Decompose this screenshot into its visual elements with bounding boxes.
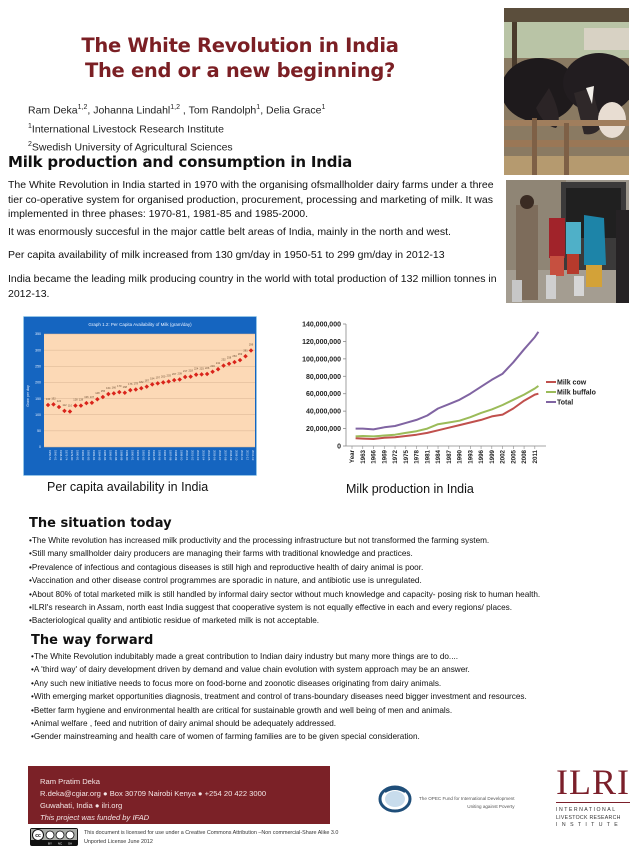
- svg-text:2004-05: 2004-05: [207, 450, 212, 461]
- section-title-situation: The situation today: [29, 516, 172, 531]
- svg-text:1997-98: 1997-98: [168, 450, 173, 461]
- opec-fund-logo: [377, 784, 527, 814]
- svg-text:2008: 2008: [521, 450, 529, 464]
- svg-text:1972: 1972: [392, 450, 400, 464]
- svg-text:200: 200: [161, 375, 166, 379]
- author-name: Ram Deka: [28, 104, 78, 117]
- svg-text:1990-91: 1990-91: [130, 450, 135, 461]
- svg-text:1981-82: 1981-82: [80, 450, 85, 461]
- affiliation: $^1$International Livestock Research Institute: [28, 122, 224, 135]
- author-list: Ram Deka$^{1,2}$, Johanna Lindahl$^{1,2}$ , Tom Randolph$^1$, Delia Grace$^1$: [28, 104, 326, 117]
- svg-text:1984-85: 1984-85: [97, 450, 102, 461]
- svg-text:1981: 1981: [424, 450, 432, 464]
- svg-text:SA: SA: [67, 841, 73, 846]
- chart1-title: Graph 1.2: Per Capita Availability of Milk (gram/day): [88, 322, 192, 327]
- svg-text:150: 150: [35, 396, 41, 401]
- svg-text:164: 164: [106, 387, 111, 391]
- svg-text:178: 178: [133, 382, 138, 386]
- svg-text:200: 200: [35, 380, 41, 385]
- svg-text:258: 258: [226, 356, 232, 360]
- svg-text:1975: 1975: [402, 450, 410, 464]
- svg-text:40,000,000: 40,000,000: [305, 408, 341, 416]
- svg-text:1983-84: 1983-84: [91, 450, 96, 461]
- svg-text:2006-07: 2006-07: [218, 450, 223, 461]
- list-item: •The White Revolution indubitably made a great contribution to Indian dairy industry but many more things are to do....: [31, 652, 459, 661]
- author-name: Johanna Lindahl: [93, 104, 171, 117]
- svg-text:1973-74: 1973-74: [64, 450, 69, 461]
- svg-text:224: 224: [193, 367, 199, 371]
- svg-text:132: 132: [51, 397, 56, 401]
- svg-text:1980-81: 1980-81: [75, 450, 80, 461]
- svg-text:218: 218: [188, 369, 193, 373]
- svg-text:203: 203: [166, 374, 171, 378]
- svg-text:2000-01: 2000-01: [185, 450, 190, 461]
- svg-text:300: 300: [35, 348, 41, 353]
- contact-location: Guwahati, India ● ilri.org: [40, 801, 123, 810]
- cows-photo: [504, 8, 629, 175]
- cc-license-icon: [30, 828, 78, 846]
- list-item: •Gender mainstreaming and health care of women of farming families are to be given special consideration.: [31, 732, 420, 742]
- svg-text:250: 250: [35, 364, 41, 369]
- list-item: •A 'third way' of dairy development driven by demand and value chain evolution with system approach may be an answer.: [31, 665, 470, 675]
- svg-text:1978: 1978: [413, 450, 421, 464]
- svg-text:2012-13: 2012-13: [251, 450, 255, 461]
- svg-text:225: 225: [199, 367, 204, 371]
- svg-text:1987: 1987: [445, 450, 453, 464]
- svg-text:187: 187: [144, 379, 149, 383]
- svg-text:182: 182: [139, 381, 144, 385]
- funding-note: This project was funded by IFAD: [40, 813, 150, 822]
- svg-text:2010-11: 2010-11: [240, 450, 245, 461]
- opec-name: The OPEC Fund for International Development: [419, 796, 515, 801]
- svg-text:2002-03: 2002-03: [196, 450, 201, 461]
- svg-text:Milk buffalo: Milk buffalo: [557, 389, 596, 397]
- svg-text:233: 233: [210, 364, 215, 368]
- poster-title: [60, 33, 420, 83]
- svg-text:166: 166: [111, 386, 117, 390]
- per-capita-chart: [23, 316, 257, 476]
- svg-text:60,000,000: 60,000,000: [305, 391, 341, 399]
- author-name: Delia Grace: [266, 104, 322, 117]
- ilri-wordmark: ILRI: [556, 762, 630, 802]
- ilri-logo: ILRI INTERNATIONAL LIVESTOCK RESEARCH I N S T I T U T E: [556, 762, 630, 828]
- svg-text:1968-69: 1968-69: [58, 450, 63, 461]
- svg-text:1996-97: 1996-97: [163, 450, 168, 461]
- svg-text:Milk cow: Milk cow: [557, 379, 587, 387]
- situation-bullet-list: [29, 534, 540, 628]
- svg-text:350: 350: [35, 332, 41, 337]
- svg-text:2003-04: 2003-04: [201, 450, 206, 461]
- svg-text:0: 0: [39, 445, 41, 450]
- paragraph-leading: India became the leading milk producing country in the world with total production of 132 million tonnes in 2012-13.: [8, 273, 497, 300]
- svg-text:1985-86: 1985-86: [102, 450, 107, 461]
- svg-text:2005-06: 2005-06: [212, 450, 217, 461]
- svg-text:1992-93: 1992-93: [141, 450, 146, 461]
- way-forward-bullet-list: [31, 650, 527, 744]
- svg-text:BY: BY: [47, 841, 53, 846]
- svg-text:1960-61: 1960-61: [53, 450, 58, 461]
- svg-text:241: 241: [215, 362, 221, 366]
- svg-text:148: 148: [95, 392, 100, 396]
- svg-text:1963: 1963: [359, 450, 367, 464]
- svg-text:128: 128: [73, 398, 78, 402]
- section-title-milk-production: Milk production and consumption in India: [8, 153, 353, 171]
- list-item: •ILRI's research in Assam, north east India suggest that cooperative system is not equally effective in each and every regions/ places.: [29, 603, 513, 613]
- svg-text:252: 252: [221, 358, 226, 362]
- svg-text:100: 100: [35, 412, 41, 417]
- list-item: •Still many smallholder dairy producers are managing their farms with traditional knowledge and practices.: [29, 549, 413, 559]
- svg-text:2008-09: 2008-09: [229, 450, 234, 461]
- svg-text:0: 0: [337, 443, 341, 451]
- contact-box: [28, 766, 330, 824]
- svg-text:Gram per day: Gram per day: [26, 385, 30, 407]
- svg-text:1993-94: 1993-94: [146, 450, 151, 461]
- svg-text:209: 209: [177, 372, 182, 376]
- paragraph-intro: The White Revolution in India started in 1970 with the organising ofsmallholder dairy farms under a three tier co-operative system for organised production, procurement, processing and marketing of milk. It was implemented in three phases: 1970-81, 1981-85 and 1985-2000.: [8, 179, 494, 220]
- svg-text:2011-12: 2011-12: [245, 450, 250, 461]
- svg-text:1989-90: 1989-90: [124, 450, 129, 461]
- svg-text:197: 197: [155, 376, 160, 380]
- caption-milk-production: Milk production in India: [346, 482, 474, 496]
- svg-text:170: 170: [117, 385, 122, 389]
- list-item: •Vaccination and other disease control programmes are sporadic in nature, and antibiotic use is unregulated.: [29, 576, 422, 586]
- author-name: Tom Randolph: [188, 104, 257, 117]
- list-item: •Prevalence of infectious and contagious diseases is still high and reproductive health of dairy animal is poor.: [29, 562, 424, 572]
- list-item: •The White revolution has increased milk productivity and the processing infrastructure but not transformed the farming system.: [29, 536, 490, 545]
- svg-text:1999: 1999: [488, 450, 496, 464]
- milk-collection-photo: [506, 180, 629, 303]
- paragraph-success: It was enormously succesful in the major cattle belt areas of India, mainly in the north and west.: [8, 226, 451, 238]
- svg-text:1996: 1996: [478, 450, 486, 464]
- svg-text:1986-87: 1986-87: [108, 450, 113, 461]
- svg-text:1993: 1993: [467, 450, 475, 464]
- affiliation: $^2$Swedish University of Agricultural Sciences: [28, 141, 233, 154]
- ilri-divider: [556, 802, 630, 803]
- milk-production-chart: [280, 316, 638, 481]
- svg-text:269: 269: [237, 353, 243, 357]
- svg-text:1950-51: 1950-51: [48, 450, 52, 461]
- title-line-1: The White Revolution in India: [81, 34, 399, 57]
- svg-text:1984: 1984: [435, 450, 443, 464]
- svg-text:168: 168: [122, 385, 127, 389]
- list-item: •Better farm hygiene and environmental health are critical for sustainable growth and well being of men and animals.: [31, 705, 453, 715]
- section-title-way-forward: The way forward: [31, 633, 154, 648]
- svg-text:1999-00: 1999-00: [179, 450, 184, 461]
- svg-text:2002: 2002: [499, 450, 507, 464]
- svg-text:140,000,000: 140,000,000: [302, 321, 341, 329]
- svg-text:1994-95: 1994-95: [152, 450, 157, 461]
- svg-text:124: 124: [56, 399, 62, 403]
- svg-text:20,000,000: 20,000,000: [305, 426, 341, 434]
- paragraph-per-capita: Per capita availability of milk increased from 130 gm/day in 1950-51 to 299 gm/day in 2012-13: [8, 249, 445, 261]
- svg-text:128: 128: [78, 398, 84, 402]
- svg-text:120,000,000: 120,000,000: [302, 338, 341, 346]
- contact-name: Ram Pratim Deka: [40, 777, 100, 786]
- svg-text:136: 136: [84, 396, 89, 400]
- contact-address: R.deka@cgiar.org ● Box 30709 Nairobi Kenya ● +254 20 422 3000: [40, 789, 267, 798]
- svg-text:cc: cc: [35, 833, 41, 839]
- opec-tagline: Uniting against Poverty: [467, 804, 515, 809]
- svg-text:Total: Total: [557, 399, 574, 407]
- svg-text:1982-83: 1982-83: [86, 450, 91, 461]
- svg-text:207: 207: [172, 373, 177, 377]
- svg-text:1990: 1990: [456, 450, 464, 464]
- svg-text:176: 176: [128, 383, 133, 387]
- svg-text:80,000,000: 80,000,000: [305, 373, 341, 381]
- svg-text:1966: 1966: [370, 450, 378, 464]
- svg-text:263: 263: [232, 355, 237, 359]
- svg-text:1991-92: 1991-92: [135, 450, 140, 461]
- caption-per-capita: Per capita availability in India: [47, 480, 209, 494]
- title-line-2: The end or a new beginning?: [84, 59, 396, 82]
- svg-text:NC: NC: [57, 841, 63, 846]
- license-text: This document is licensed for use under a Creative Commons Attribution –Non commercial-Share Alike 3.0 Unported License June 2012: [84, 830, 339, 845]
- list-item: •Any such new initiative needs to focus more on food-borne and zoonotic diseases originating from dairy animals.: [31, 678, 442, 688]
- svg-text:137: 137: [89, 395, 95, 399]
- svg-text:Year: Year: [349, 450, 356, 464]
- creative-commons-badge[interactable]: [30, 828, 78, 851]
- svg-text:2007-08: 2007-08: [223, 450, 228, 461]
- svg-text:130: 130: [45, 398, 51, 402]
- svg-text:112: 112: [62, 403, 67, 407]
- svg-text:226: 226: [204, 367, 210, 371]
- svg-text:2005: 2005: [510, 450, 518, 464]
- svg-text:110: 110: [67, 404, 73, 408]
- svg-text:50: 50: [37, 429, 41, 434]
- svg-text:2011: 2011: [531, 450, 539, 464]
- svg-text:2001-02: 2001-02: [190, 450, 195, 461]
- svg-text:100,000,000: 100,000,000: [302, 356, 341, 364]
- svg-text:281: 281: [243, 349, 248, 353]
- author-block: [28, 100, 325, 156]
- list-item: •Bacteriological quality and antibiotic residue of marketed milk is not acceptable.: [29, 616, 320, 626]
- svg-text:1998-99: 1998-99: [174, 450, 179, 461]
- svg-text:217: 217: [182, 369, 188, 373]
- svg-text:1987-88: 1987-88: [113, 450, 118, 461]
- list-item: •With emerging market opportunities diagnosis, treatment and control of trans-boundary diseases need bigger investment and resources.: [31, 692, 527, 702]
- opec-globe-icon: [377, 784, 413, 814]
- svg-text:155: 155: [100, 389, 106, 393]
- svg-text:1995-96: 1995-96: [157, 450, 162, 461]
- svg-text:1988-89: 1988-89: [119, 450, 124, 461]
- svg-text:2009-10: 2009-10: [234, 450, 239, 461]
- list-item: •About 80% of total marketed milk is still handled by informal dairy sector without much knowledge and capacity- posing risk to human health.: [29, 589, 541, 599]
- svg-text:1969: 1969: [381, 450, 389, 464]
- svg-text:1979-80: 1979-80: [69, 450, 74, 461]
- list-item: •Animal welfare , feed and nutrition of dairy animal should be adequately addressed.: [31, 719, 337, 729]
- svg-text:299: 299: [248, 343, 254, 347]
- svg-text:194: 194: [150, 377, 155, 381]
